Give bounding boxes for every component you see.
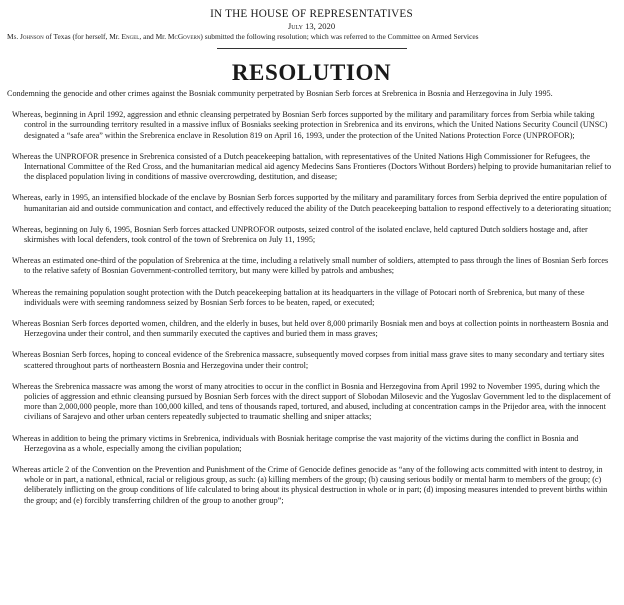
whereas-clause: Whereas, beginning on July 6, 1995, Bosnian Serb forces attacked UNPROFOR outposts, seized control of the isolated enclave, held captured Dutch soldiers hostage and, after skirmishes with local defenders, took control of the town of Srebrenica on July 11, 1995; — [12, 224, 588, 245]
whereas-clause: Whereas the Srebrenica massacre was among the worst of many atrocities to occur in the conflict in Bosnia and Herzegovina from April 1992 to November 1995, during which the policies of aggression and ethnic cleansing pursued by Bosnian Serb forces with the direct support of Slobodan Milosevic and the Yugoslav Government led to the displacement of more than 2,000,000 people, more than 100,000 killed, and tens of thousands raped, tortured, and abused, including at concentration camps in the Prijedor area, with the innocent civilians of Sarajevo and other urban centers repeatedly subjected to traumatic shelling and sniper attacks; — [12, 381, 611, 422]
header-divider — [217, 48, 407, 49]
sponsor-line — [7, 32, 616, 42]
chamber-heading: IN THE HOUSE OF REPRESENTATIVES — [210, 8, 413, 20]
sponsor-name: Ms. Johnson — [7, 32, 44, 41]
whereas-clause: Whereas Bosnian Serb forces, hoping to conceal evidence of the Srebrenica massacre, subsequently moved corpses from initial mass grave sites to many secondary and tertiary sites scattered throughout parts of northeastern Bosnia and Herzegovina under their control; — [12, 350, 605, 370]
whereas-clause: Whereas in addition to being the primary victims in Srebrenica, individuals with Bosniak heritage comprise the vast majority of the victims during the conflict in Bosnia and Herzegovina as a whole, especially among the civilian population; — [12, 433, 579, 453]
whereas-clause: Whereas, early in 1995, an intensified blockade of the enclave by Bosnian Serb forces supported by the military and paramilitary forces from Serbia deprived the entire population of humanitarian aid and outside communication and contact, and effectively reduced the ability of the Dutch peacekeeping battalion to respond effectively to a deteriorating situation; — [12, 193, 612, 213]
cosponsor-name: McGovern — [167, 32, 201, 41]
document-header — [7, 0, 616, 49]
whereas-clause: Whereas Bosnian Serb forces deported women, children, and the elderly in buses, but held over 8,000 primarily Bosniak men and boys at collection points in northeastern Bosnia and Herzegovina under their control, and then summarily executed the captives and buried them in mass graves; — [12, 319, 609, 339]
cosponsor-name: Engel — [121, 32, 140, 41]
introduction-date: July 13, 2020 — [287, 21, 336, 31]
whereas-clause: Whereas the remaining population sought protection with the Dutch peacekeeping battalion at its headquarters in the village of Potocari north of Srebrenica, but many of these individuals were with seeming randomness seized by Bosnian Serb forces to be beaten, raped, or executed; — [12, 287, 585, 307]
whereas-clause: Whereas, beginning in April 1992, aggression and ethnic cleansing perpetrated by Bosnian Serb forces supported by the military and paramilitary forces from Serbia while taking control in the surrounding territory resulted in a massive influx of Bosniaks seeking protection in Srebrenica and its environs, which the United Nations Security Council (UNSC) designated a “safe area” within the Srebrenica enclave in Resolution 819 on April 16, 1993, under the protection of the United Nations Protection Force (UNPROFOR); — [12, 110, 608, 140]
whereas-clause: Whereas an estimated one-third of the population of Srebrenica at the time, including a relatively small number of soldiers, attempted to pass through the lines of Bosnian Serb forces to the relative safety of Bosnian Government-controlled territory, but many were killed by patrols and ambushes; — [12, 256, 609, 276]
whereas-clause: Whereas article 2 of the Convention on the Prevention and Punishment of the Crime of Genocide defines genocide as “any of the following acts committed with intent to destroy, in whole or in part, a national, ethnical, racial or religious group, as such: (a) killing members of the group; (b) causing serious bodily or mental harm to members of the group; (c) deliberately inflicting on the group conditions of life calculated to bring about its physical destruction in whole or in part; (d) imposing measures intended to prevent births within the group; and (e) forcibly transferring children of the group to another group”; — [12, 465, 608, 505]
whereas-clause: Whereas the UNPROFOR presence in Srebrenica consisted of a Dutch peacekeeping battalion, with representatives of the United Nations High Commissioner for Refugees, the International Committee of the Red Cross, and the humanitarian medical aid agency Medecins Sans Frontieres (Doctors Without Borders) helping to provide humanitarian relief to the displaced population living in conditions of massive overcrowding, destitution, and disease; — [12, 151, 612, 182]
sponsor-text: , and Mr. — [139, 32, 168, 41]
sponsor-text: of Texas (for herself, Mr. — [43, 32, 122, 41]
resolution-purpose: Condemning the genocide and other crimes against the Bosniak community perpetrated by Bosnian Serb forces at Srebrenica in Bosnia and Herzegovina in July 1995. — [7, 89, 553, 98]
referral-text: ) submitted the following resolution; which was referred to the Committee on Armed Services — [200, 32, 479, 41]
document-title: RESOLUTION — [231, 60, 392, 85]
